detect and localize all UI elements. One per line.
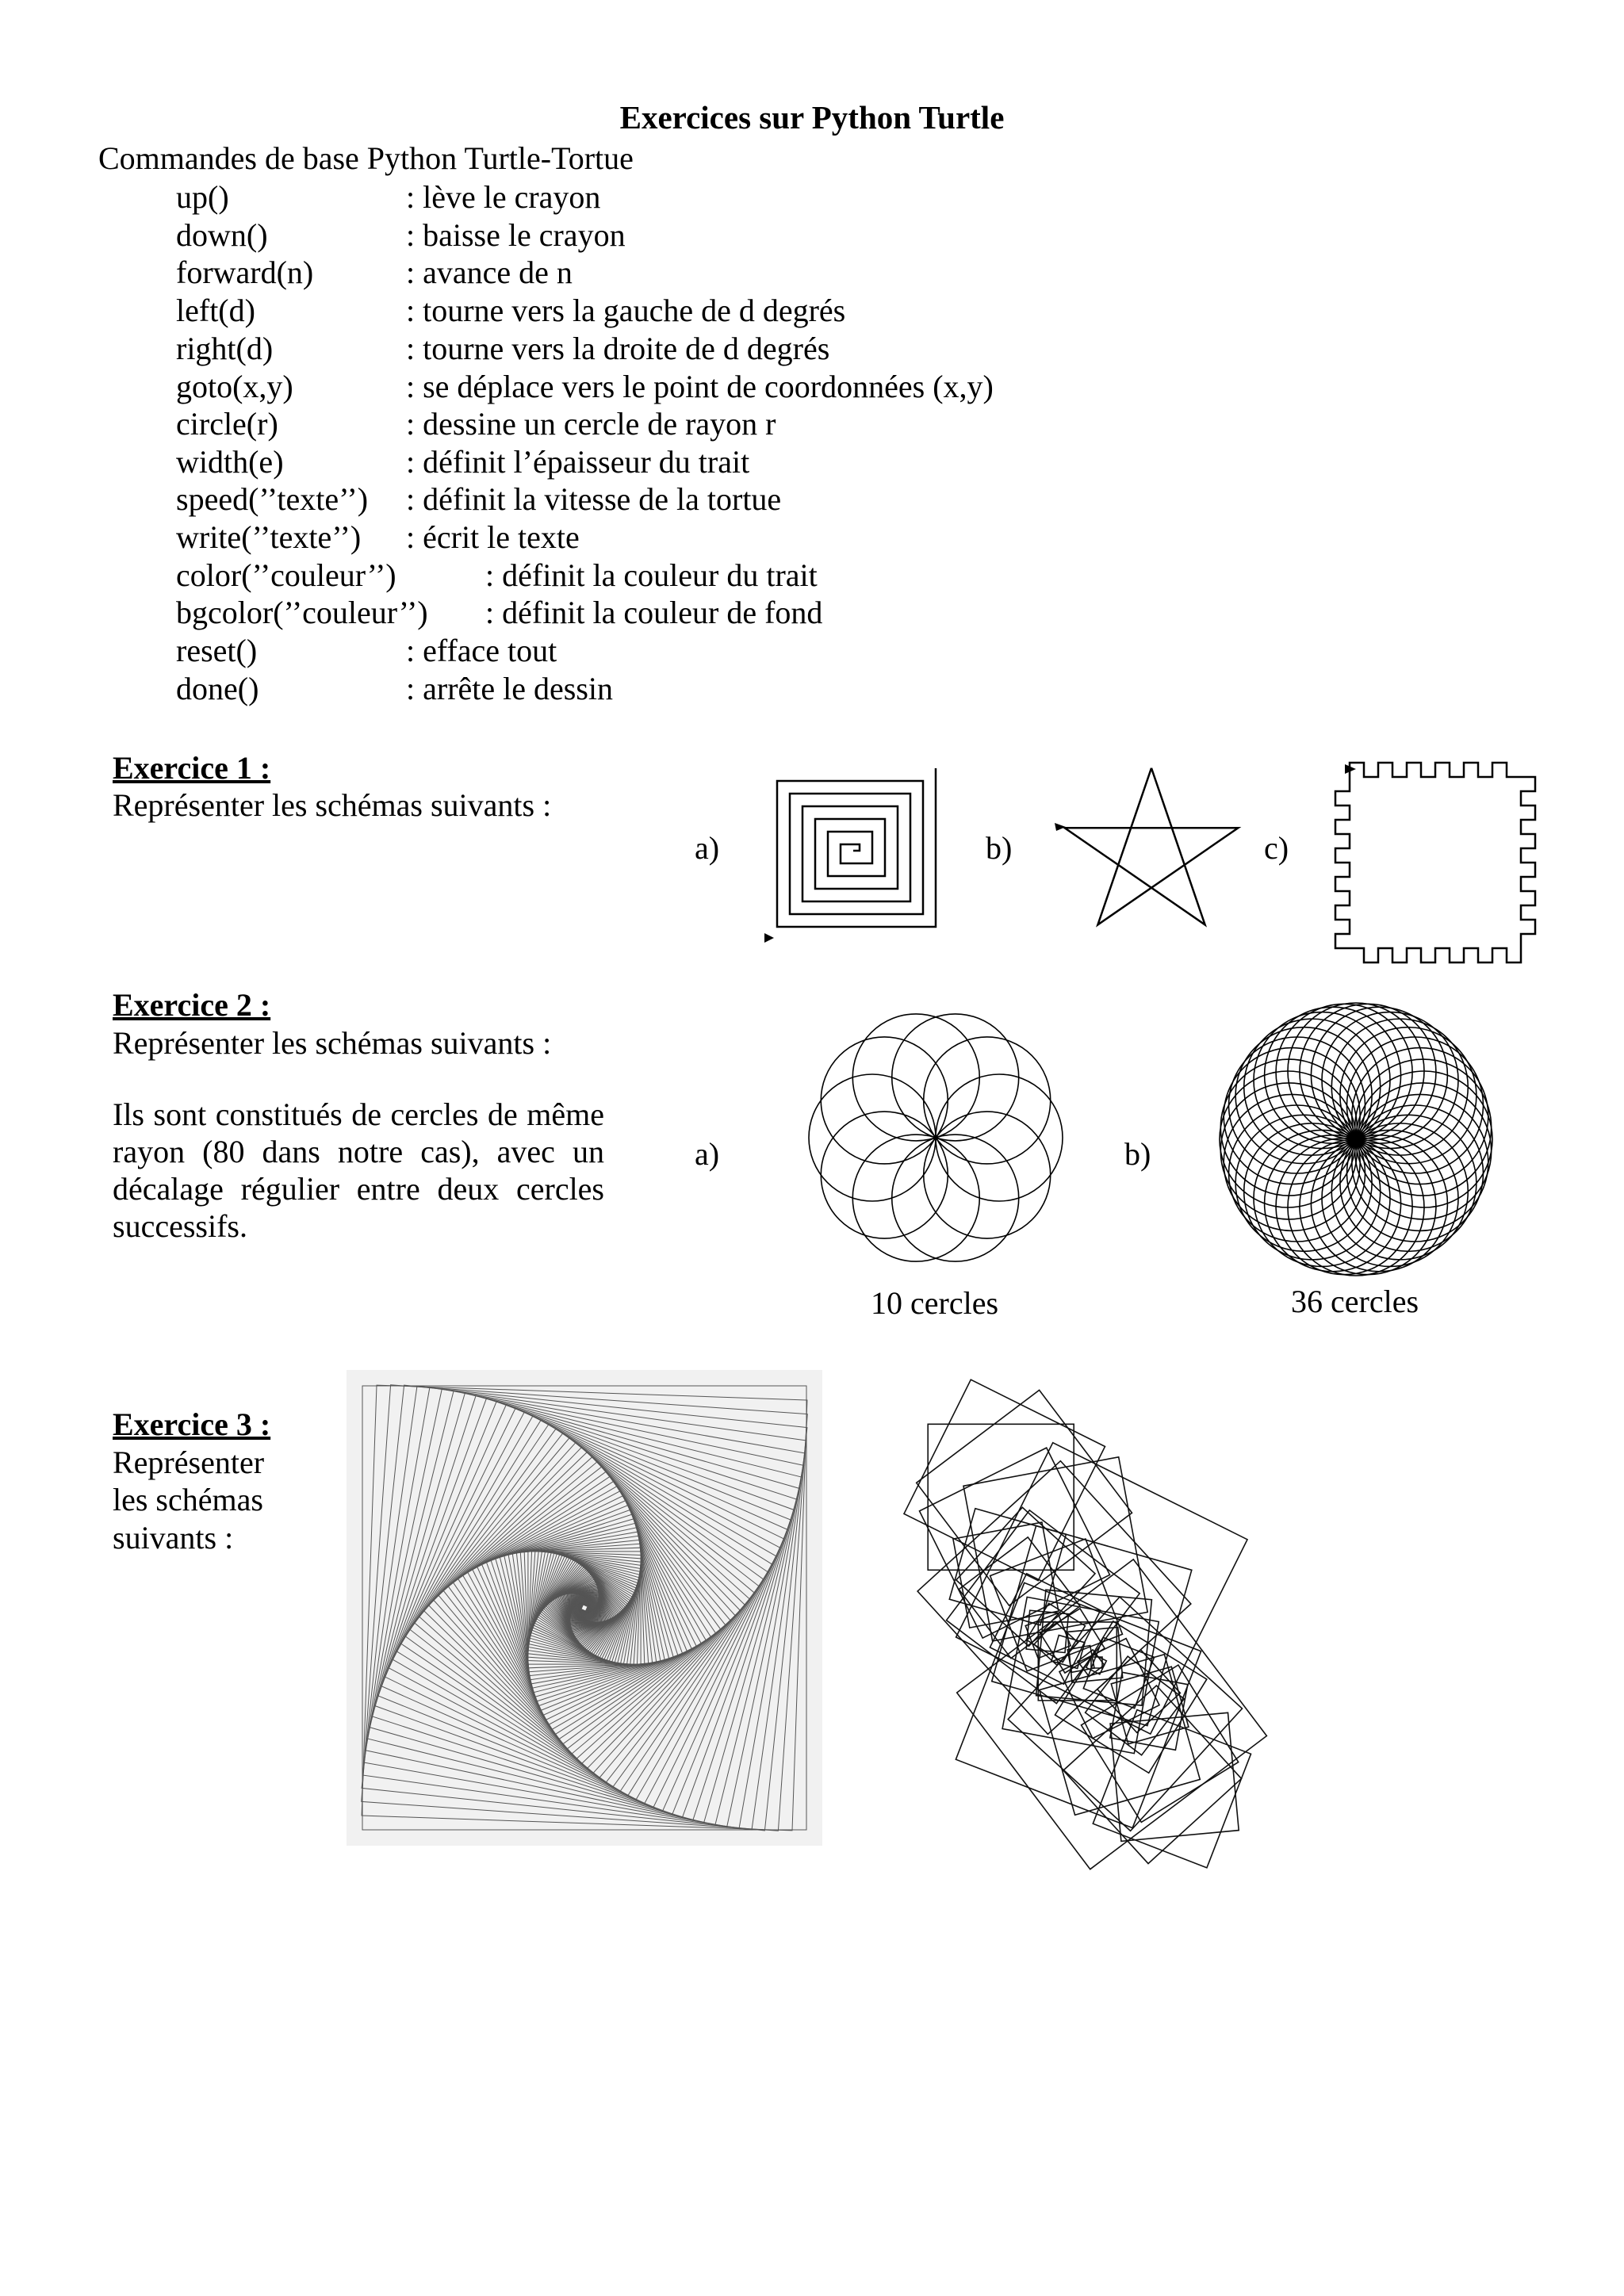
figure-label-b: b) xyxy=(986,830,1013,866)
turtle-arrow-icon xyxy=(764,933,774,943)
command-name: speed(’’texte’’) xyxy=(176,481,369,517)
figure-label-a: a) xyxy=(695,1136,720,1172)
exercise-2-title: Exercice 2 : xyxy=(113,987,271,1023)
command-name: done() xyxy=(176,671,259,706)
figure-caption: 10 cercles xyxy=(871,1285,999,1321)
command-name: write(’’texte’’) xyxy=(176,519,362,555)
circle xyxy=(924,1112,1051,1238)
command-name: down() xyxy=(176,217,268,253)
command-description: : lève le crayon xyxy=(406,179,601,215)
circle xyxy=(936,1074,1063,1201)
command-description: : définit la couleur du trait xyxy=(485,557,818,593)
command-description: : se déplace vers le point de coordonnées (x,y) xyxy=(406,369,994,404)
circle xyxy=(852,1014,979,1141)
command-description: : tourne vers la droite de d degrés xyxy=(406,331,830,366)
command-name: up() xyxy=(176,179,229,215)
star-figure xyxy=(1047,761,1253,943)
figure-caption: 36 cercles xyxy=(1291,1284,1419,1319)
command-name: reset() xyxy=(176,633,258,668)
star-path xyxy=(1065,768,1239,925)
spiral-path xyxy=(777,768,936,927)
exercise-1-title: Exercice 1 : xyxy=(113,750,271,786)
circle xyxy=(852,1135,979,1261)
exercise-2-paragraph: Ils sont constitués de cercles de même rayon (80 dans notre cas), avec un décalage régulier entre deux cercles successifs. xyxy=(113,1096,604,1244)
command-name: goto(x,y) xyxy=(176,369,293,404)
circle xyxy=(924,1037,1051,1164)
exercise-1-instruction: Représenter les schémas suivants : xyxy=(113,787,552,823)
figure-label-b: b) xyxy=(1124,1136,1151,1172)
command-name: left(d) xyxy=(176,293,255,328)
circle xyxy=(809,1074,936,1201)
circle xyxy=(821,1037,948,1164)
command-description: : définit l’épaisseur du trait xyxy=(406,444,750,480)
command-name: forward(n) xyxy=(176,254,314,290)
exercise-2-instruction: Représenter les schémas suivants : xyxy=(113,1025,552,1061)
square-spiral-figure xyxy=(758,757,948,943)
command-name: bgcolor(’’couleur’’) xyxy=(176,595,428,630)
command-name: width(e) xyxy=(176,444,284,480)
exercise-3-instruction-line: suivants : xyxy=(113,1520,234,1556)
spiral-squares-figure xyxy=(856,1380,1348,1871)
command-name: right(d) xyxy=(176,331,274,366)
command-description: : écrit le texte xyxy=(406,519,580,555)
crenel-path xyxy=(1335,763,1535,962)
circle xyxy=(821,1112,948,1238)
exercise-3-instruction-line: les schémas xyxy=(113,1482,263,1517)
figure-label-c: c) xyxy=(1264,830,1289,866)
command-description: : baisse le crayon xyxy=(406,217,626,253)
command-description: : avance de n xyxy=(406,254,573,290)
command-description: : définit la vitesse de la tortue xyxy=(406,481,782,517)
exercise-3-instruction-line: Représenter xyxy=(113,1445,265,1480)
page-title: Exercices sur Python Turtle xyxy=(619,99,1005,136)
exercise-3-title: Exercice 3 : xyxy=(113,1406,271,1442)
command-name: circle(r) xyxy=(176,406,278,442)
rosette-10-circles-figure xyxy=(801,1003,1071,1272)
command-description: : efface tout xyxy=(406,633,557,668)
crenellated-square-figure xyxy=(1332,753,1522,943)
turtle-arrow-icon xyxy=(1055,823,1066,831)
twisted-squares-figure xyxy=(347,1370,822,1846)
rosette-36-circles-figure xyxy=(1217,1001,1495,1278)
command-description: : arrête le dessin xyxy=(406,671,613,706)
command-description: : définit la couleur de fond xyxy=(485,595,823,630)
commands-heading: Commandes de base Python Turtle-Tortue xyxy=(98,140,634,176)
figure-label-a: a) xyxy=(695,830,720,866)
circle xyxy=(892,1014,1019,1141)
square xyxy=(917,1461,1191,1735)
circle xyxy=(892,1135,1019,1261)
square xyxy=(904,1380,1105,1581)
command-description: : tourne vers la gauche de d degrés xyxy=(406,293,846,328)
command-name: color(’’couleur’’) xyxy=(176,557,396,593)
command-description: : dessine un cercle de rayon r xyxy=(406,406,776,442)
